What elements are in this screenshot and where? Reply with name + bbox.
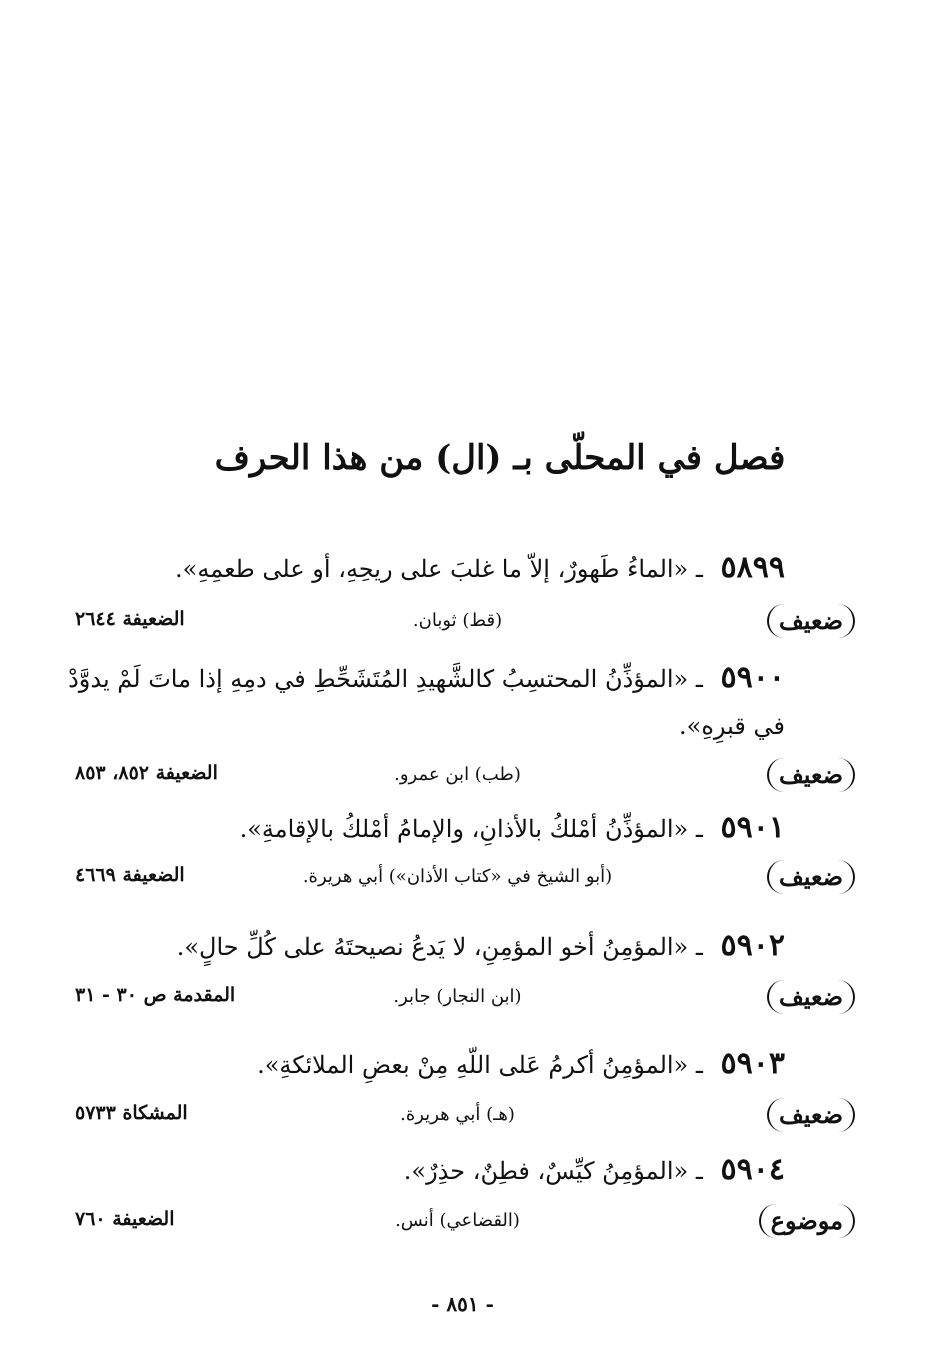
entry-text: «المؤمِنُ أخو المؤمِنِ، لا يَدعُ نصيحتَهُ على كُلِّ حالٍ». [176, 933, 689, 961]
entry-number: ٥٩٠١ [720, 810, 785, 845]
entry-reference: المقدمة ص ٣٠ - ٣١ [75, 984, 236, 1006]
entry-reference: الضعيفة ٤٦٦٩ [75, 864, 185, 886]
entry-number: ٥٩٠٣ [720, 1046, 785, 1081]
grade-badge: ضعيف [767, 980, 855, 1014]
entry-text: «المؤمِنُ كيِّسٌ، فطِنٌ، حذِرٌ». [403, 1157, 689, 1185]
entry-source: (قط) ثوبان. [412, 610, 503, 631]
entry-number: ٥٩٠٢ [720, 928, 785, 963]
entry-text-line [60, 1152, 785, 1189]
entry-text: «الماءُ طَهورٌ، إلاّ ما غلبَ على ريحِهِ، أو على طعمِهِ». [175, 555, 689, 583]
grade-badge: ضعيف [767, 1098, 855, 1132]
entry-dash: ـ [688, 933, 703, 961]
grade-badge: ضعيف [767, 860, 855, 894]
grade-badge: موضوع [759, 1204, 855, 1238]
entry-dash: ـ [688, 555, 703, 583]
entry-source: (طب) ابن عمرو. [394, 764, 521, 785]
page-number: - ٨٥١ - [431, 1292, 494, 1316]
entry-text: «المؤمِنُ أكرمُ عَلى اللّهِ مِنْ بعضِ الملائكةِ». [257, 1051, 689, 1079]
entry-text: «المؤذِّنُ المحتسِبُ كالشَّهيدِ المُتَشَحِّطِ في دمِهِ إذا ماتَ لَمْ يدوَّدْ [68, 665, 689, 693]
grade-badge: ضعيف [767, 758, 855, 792]
entry-number: ٥٩٠٠ [720, 660, 785, 695]
entry-text-line [60, 928, 785, 965]
entry-reference: الضعيفة ٧٦٠ [75, 1208, 175, 1230]
entry-meta [60, 860, 855, 900]
entry-dash: ـ [688, 665, 703, 693]
entry-text: «المؤذِّنُ أمْلكُ بالأذانِ، والإمامُ أمْلكُ بالإقامةِ». [239, 815, 689, 843]
entry-source: (القضاعي) أنس. [395, 1210, 520, 1231]
section-heading: فصل في المحلّى بـ (ال) من هذا الحرف [214, 438, 786, 478]
entry-source: (أبو الشيخ في «كتاب الأذان») أبي هريرة. [302, 866, 613, 887]
entry-reference: الضعيفة ٨٥٢، ٨٥٣ [75, 762, 218, 784]
entry-meta [60, 758, 855, 798]
entry-dash: ـ [688, 1051, 703, 1079]
grade-badge: ضعيف [767, 604, 855, 638]
entry-reference: المشكاة ٥٧٣٣ [75, 1102, 188, 1124]
entry-meta [60, 980, 855, 1020]
entry-meta [60, 1098, 855, 1138]
entry-number: ٥٨٩٩ [720, 550, 785, 585]
entry-meta [60, 1204, 855, 1244]
entry-text-line [60, 550, 785, 587]
entry-dash: ـ [688, 1157, 703, 1185]
entry-text-line [60, 810, 785, 847]
entry-source: (ابن النجار) جابر. [393, 986, 522, 1007]
entry-dash: ـ [688, 815, 703, 843]
entry-continuation: في قبرِهِ». [679, 712, 785, 740]
entry-reference: الضعيفة ٢٦٤٤ [75, 608, 185, 630]
entry-text-line [60, 660, 785, 697]
entry-text-line [60, 1046, 785, 1083]
entry-number: ٥٩٠٤ [720, 1152, 785, 1187]
entry-meta [60, 604, 855, 644]
entry-source: (هـ) أبي هريرة. [400, 1104, 515, 1125]
